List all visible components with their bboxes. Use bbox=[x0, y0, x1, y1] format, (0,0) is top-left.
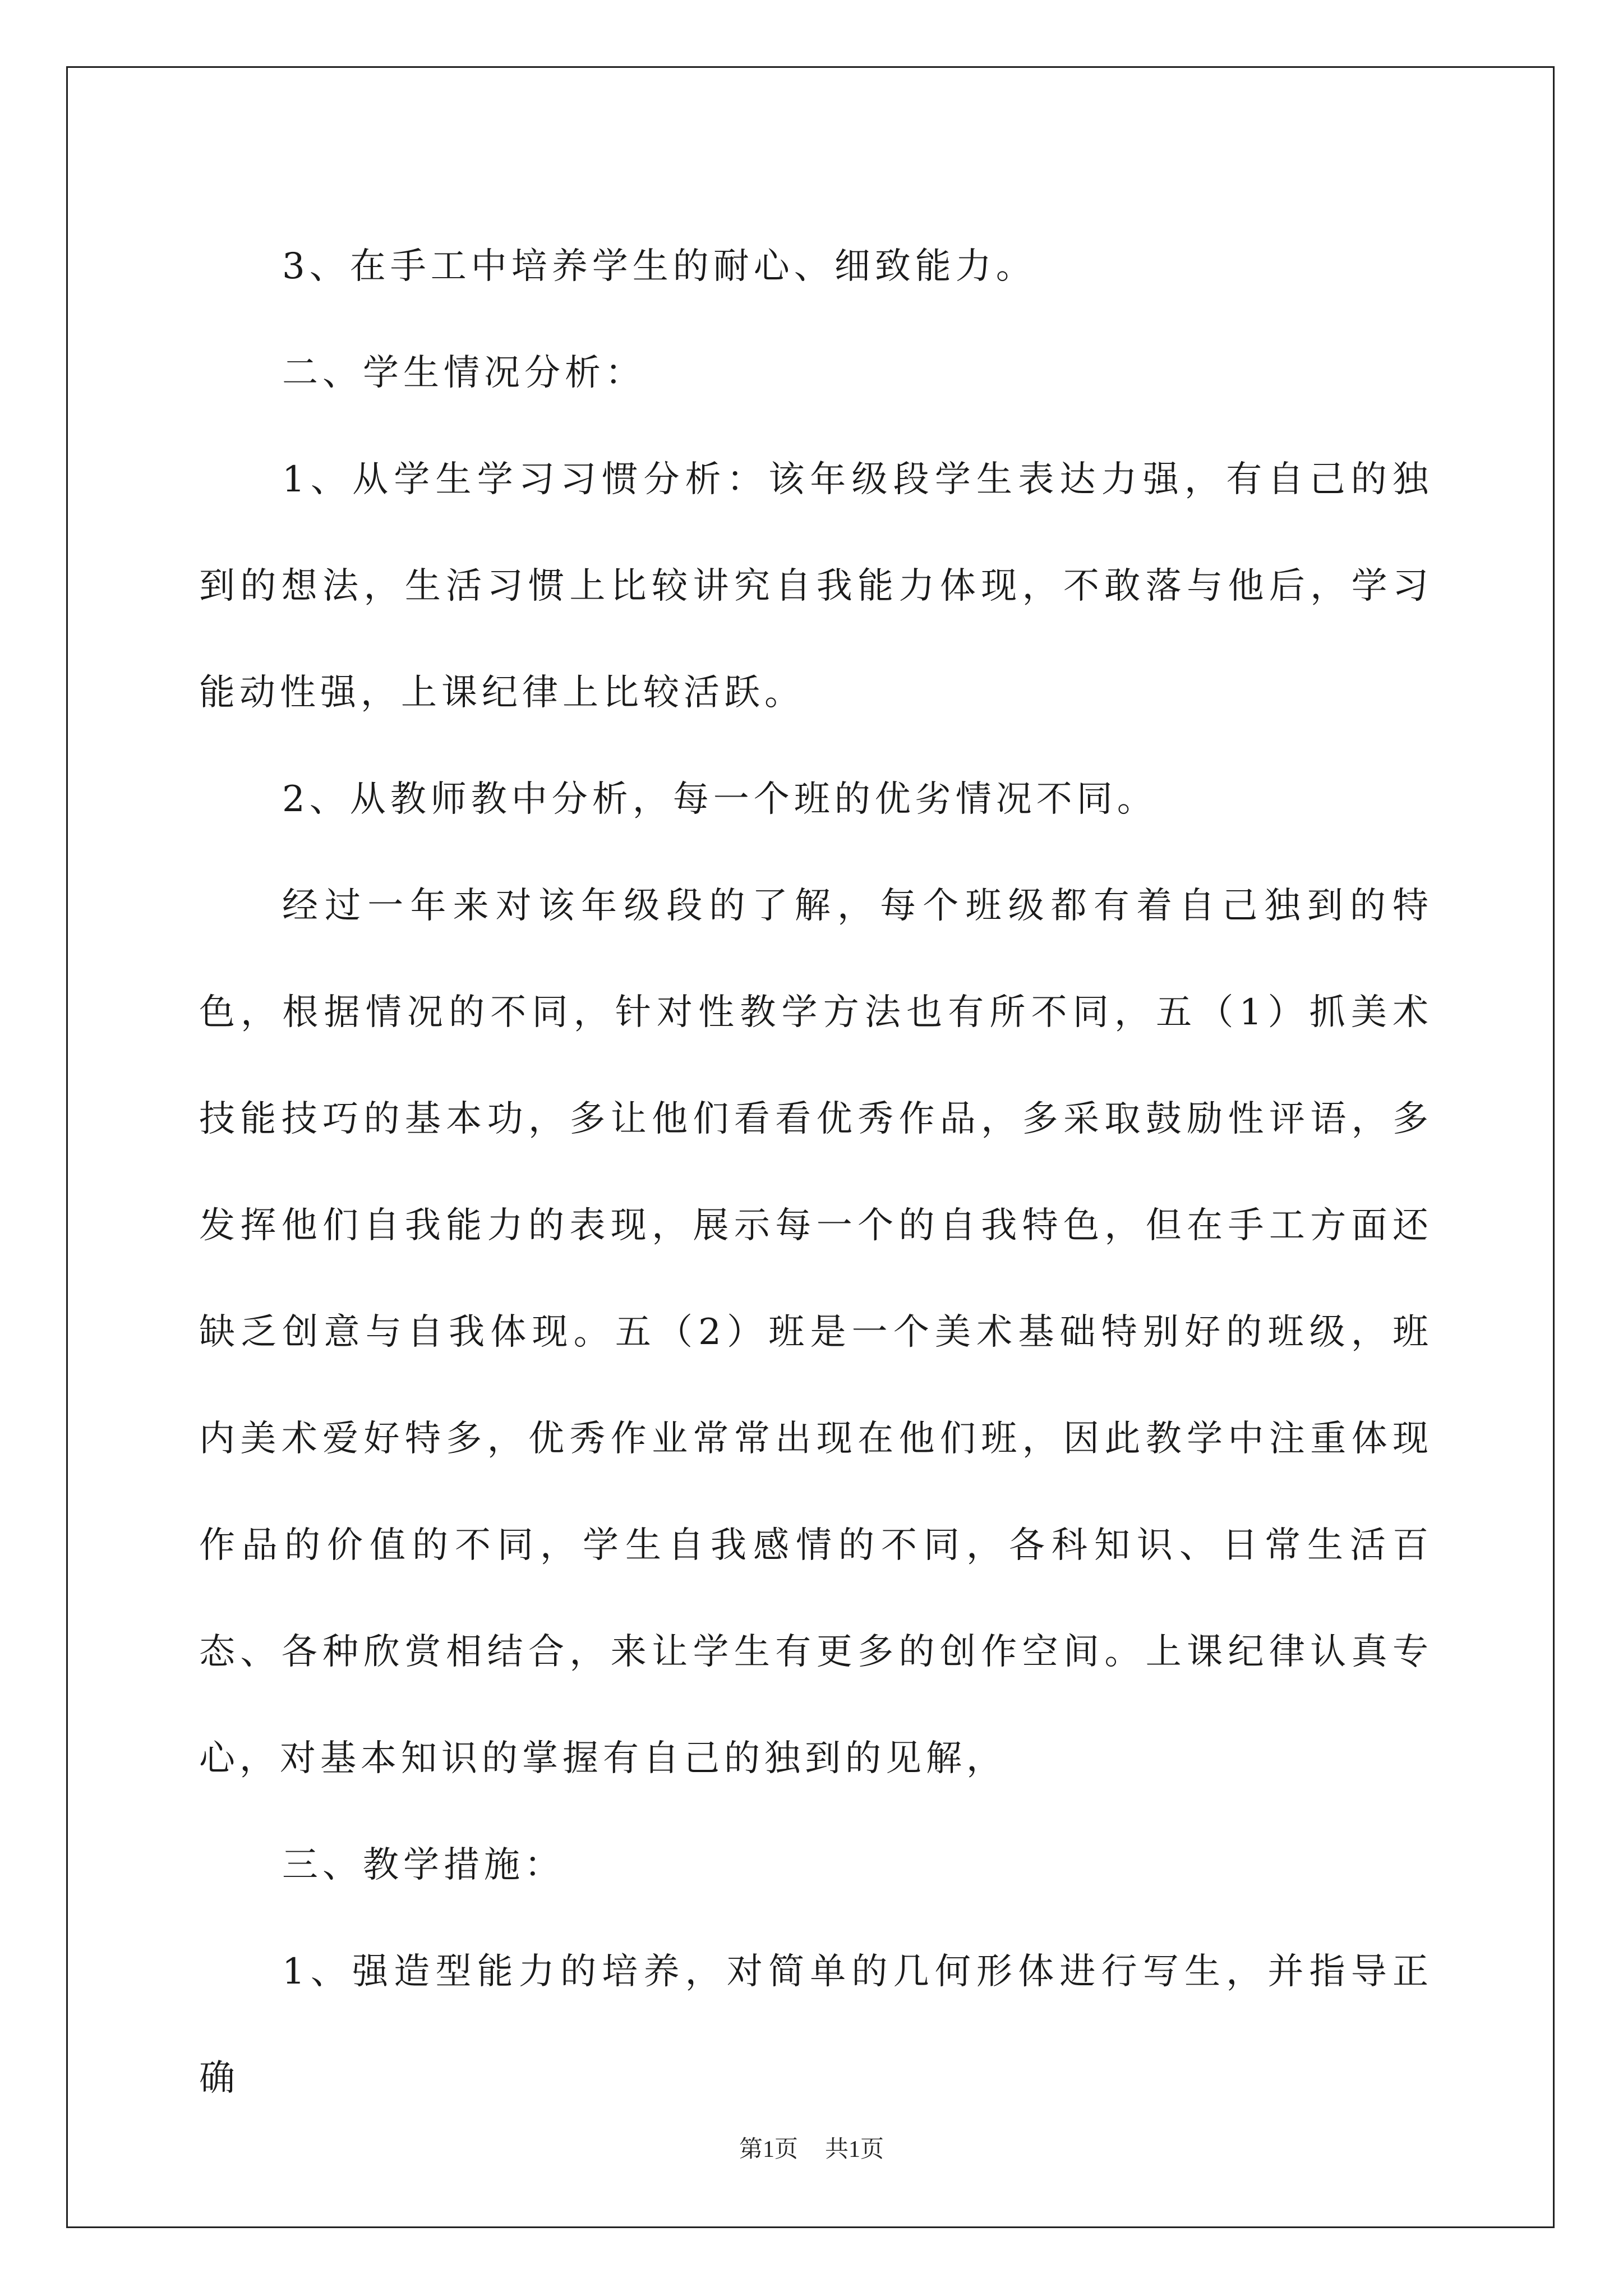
paragraph-5: 经过一年来对该年级段的了解，每个班级都有着自己独到的特色，根据情况的不同，针对性教学方法也有所不同，五（1）抓美术技能技巧的基本功，多让他们看看优秀作品，多采取鼓励性评语，多发挥他们自我能力的表现，展示每一个的自我特色，但在手工方面还缺乏创意与自我体现。五（2）班是一个美术基础特别好的班级，班内美术爱好特多，优秀作业常常出现在他们班，因此教学中注重体现作品的价值的不同，学生自我感情的不同，各科知识、日常生活百态、各种欣赏相结合，来让学生有更多的创作空间。上课纪律认真专心，对基本知识的掌握有自己的独到的见解， bbox=[199, 885, 1433, 1779]
paragraph-4: 2、从教师教中分析，每一个班的优劣情况不同。 bbox=[282, 779, 1158, 820]
section-heading-student-analysis: 二、学生情况分析： bbox=[282, 352, 645, 394]
paragraph-7: 1、强造型能力的培养，对简单的几何形体进行写生，并指导正确 bbox=[199, 1951, 1433, 2099]
paragraph-1: 3、在手工中培养学生的耐心、细致能力。 bbox=[282, 246, 1036, 287]
page-number: 第1页 bbox=[739, 2137, 798, 2162]
section-heading-teaching-measures: 三、教学措施： bbox=[282, 1844, 565, 1886]
paragraph-3: 1、从学生学习习惯分析：该年级段学生表达力强，有自己的独到的想法，生活习惯上比较讲究自我能力体现，不敢落与他后，学习能动性强，上课纪律上比较活跃。 bbox=[199, 459, 1433, 714]
page-total: 共1页 bbox=[825, 2137, 884, 2162]
document-body bbox=[199, 213, 1433, 2132]
page-footer bbox=[0, 2131, 1623, 2164]
